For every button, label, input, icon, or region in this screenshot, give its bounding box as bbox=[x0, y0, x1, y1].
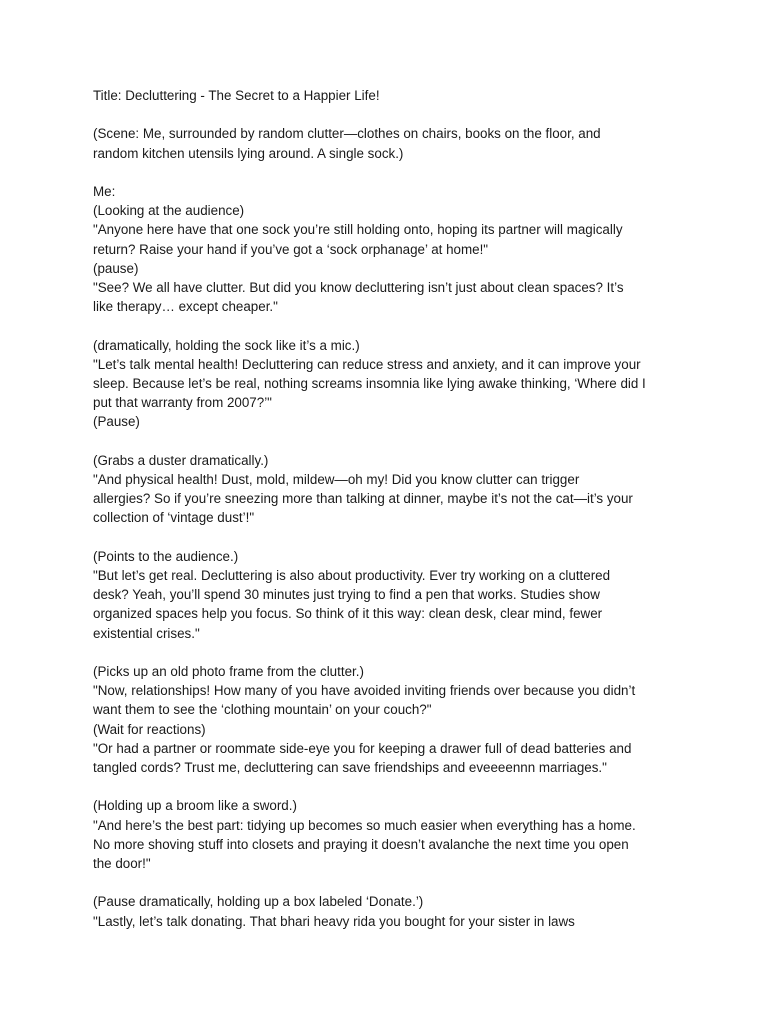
text-line: "Now, relationships! How many of you have avoided inviting friends over because you didn’t bbox=[93, 683, 636, 699]
text-line: (Scene: Me, surrounded by random clutter—clothes on chairs, books on the floor, and bbox=[93, 126, 601, 142]
text-line: return? Raise your hand if you’ve got a ‘sock orphanage’ at home!" bbox=[93, 241, 489, 257]
text-line: "See? We all have clutter. But did you know decluttering isn’t just about clean spaces? It’s bbox=[93, 280, 624, 295]
text-line: "And here’s the best part: tidying up becomes so much easier when everything has a home. bbox=[93, 817, 636, 833]
text-line: tangled cords? Trust me, decluttering can save friendships and eveeeennn marriages." bbox=[93, 760, 607, 776]
text-line: "Anyone here have that one sock you’re still holding onto, hoping its partner will magically bbox=[93, 222, 623, 238]
blank-line bbox=[93, 163, 683, 182]
text-line: sleep. Because let’s be real, nothing screams insomnia like lying awake thinking, ‘Where did I bbox=[93, 376, 646, 391]
text-line: organized spaces help you focus. So think of it this way: clean desk, clear mind, fewer bbox=[93, 606, 603, 622]
blank-line bbox=[93, 316, 683, 335]
text-line: (Wait for reactions) bbox=[93, 721, 206, 737]
blank-line bbox=[93, 643, 683, 662]
text-line: (Looking at the audience) bbox=[93, 203, 245, 219]
text-line: No more shoving stuff into closets and praying it doesn’t avalanche the next time you open bbox=[93, 836, 629, 852]
document-title: Title: Decluttering - The Secret to a Happier Life! bbox=[93, 88, 380, 103]
text-line: allergies? So if you’re sneezing more than talking at dinner, maybe it’s not the cat—it’s your bbox=[93, 491, 633, 507]
blank-line bbox=[93, 873, 683, 892]
text-line: (Picks up an old photo frame from the clutter.) bbox=[93, 664, 364, 679]
text-line: the door!" bbox=[93, 856, 151, 872]
document-page bbox=[93, 86, 683, 931]
text-line: (Holding up a broom like a sword.) bbox=[93, 798, 297, 814]
text-line: (Grabs a duster dramatically.) bbox=[93, 452, 269, 468]
text-line: like therapy… except cheaper." bbox=[93, 299, 278, 315]
text-line: existential crises." bbox=[93, 625, 200, 641]
text-line: put that warranty from 2007?’" bbox=[93, 395, 272, 411]
text-line: Me: bbox=[93, 183, 116, 199]
text-line: "But let’s get real. Decluttering is also about productivity. Ever try working on a cluttered bbox=[93, 568, 611, 583]
text-line: "Let’s talk mental health! Decluttering can reduce stress and anxiety, and it can improve your bbox=[93, 356, 641, 372]
text-line: random kitchen utensils lying around. A single sock.) bbox=[93, 145, 404, 161]
text-line: (pause) bbox=[93, 260, 139, 276]
text-line: (Pause) bbox=[93, 414, 140, 430]
text-line: (dramatically, holding the sock like it’s a mic.) bbox=[93, 337, 360, 353]
blank-line bbox=[93, 777, 683, 796]
text-line: "Lastly, let’s talk donating. That bhari heavy rida you bought for your sister in laws bbox=[93, 913, 575, 929]
text-line: (Pause dramatically, holding up a box labeled ‘Donate.’) bbox=[93, 894, 424, 910]
text-line: collection of ‘vintage dust’!" bbox=[93, 510, 255, 526]
blank-line bbox=[93, 432, 683, 451]
text-line: "And physical health! Dust, mold, mildew—oh my! Did you know clutter can trigger bbox=[93, 472, 580, 487]
text-line: (Points to the audience.) bbox=[93, 548, 239, 564]
blank-line bbox=[93, 528, 683, 547]
text-line: want them to see the ‘clothing mountain’ on your couch?" bbox=[93, 702, 432, 718]
text-line: "Or had a partner or roommate side-eye you for keeping a drawer full of dead batteries and bbox=[93, 740, 632, 756]
blank-line bbox=[93, 105, 683, 124]
text-line: desk? Yeah, you’ll spend 30 minutes just trying to find a pen that works. Studies show bbox=[93, 587, 600, 603]
